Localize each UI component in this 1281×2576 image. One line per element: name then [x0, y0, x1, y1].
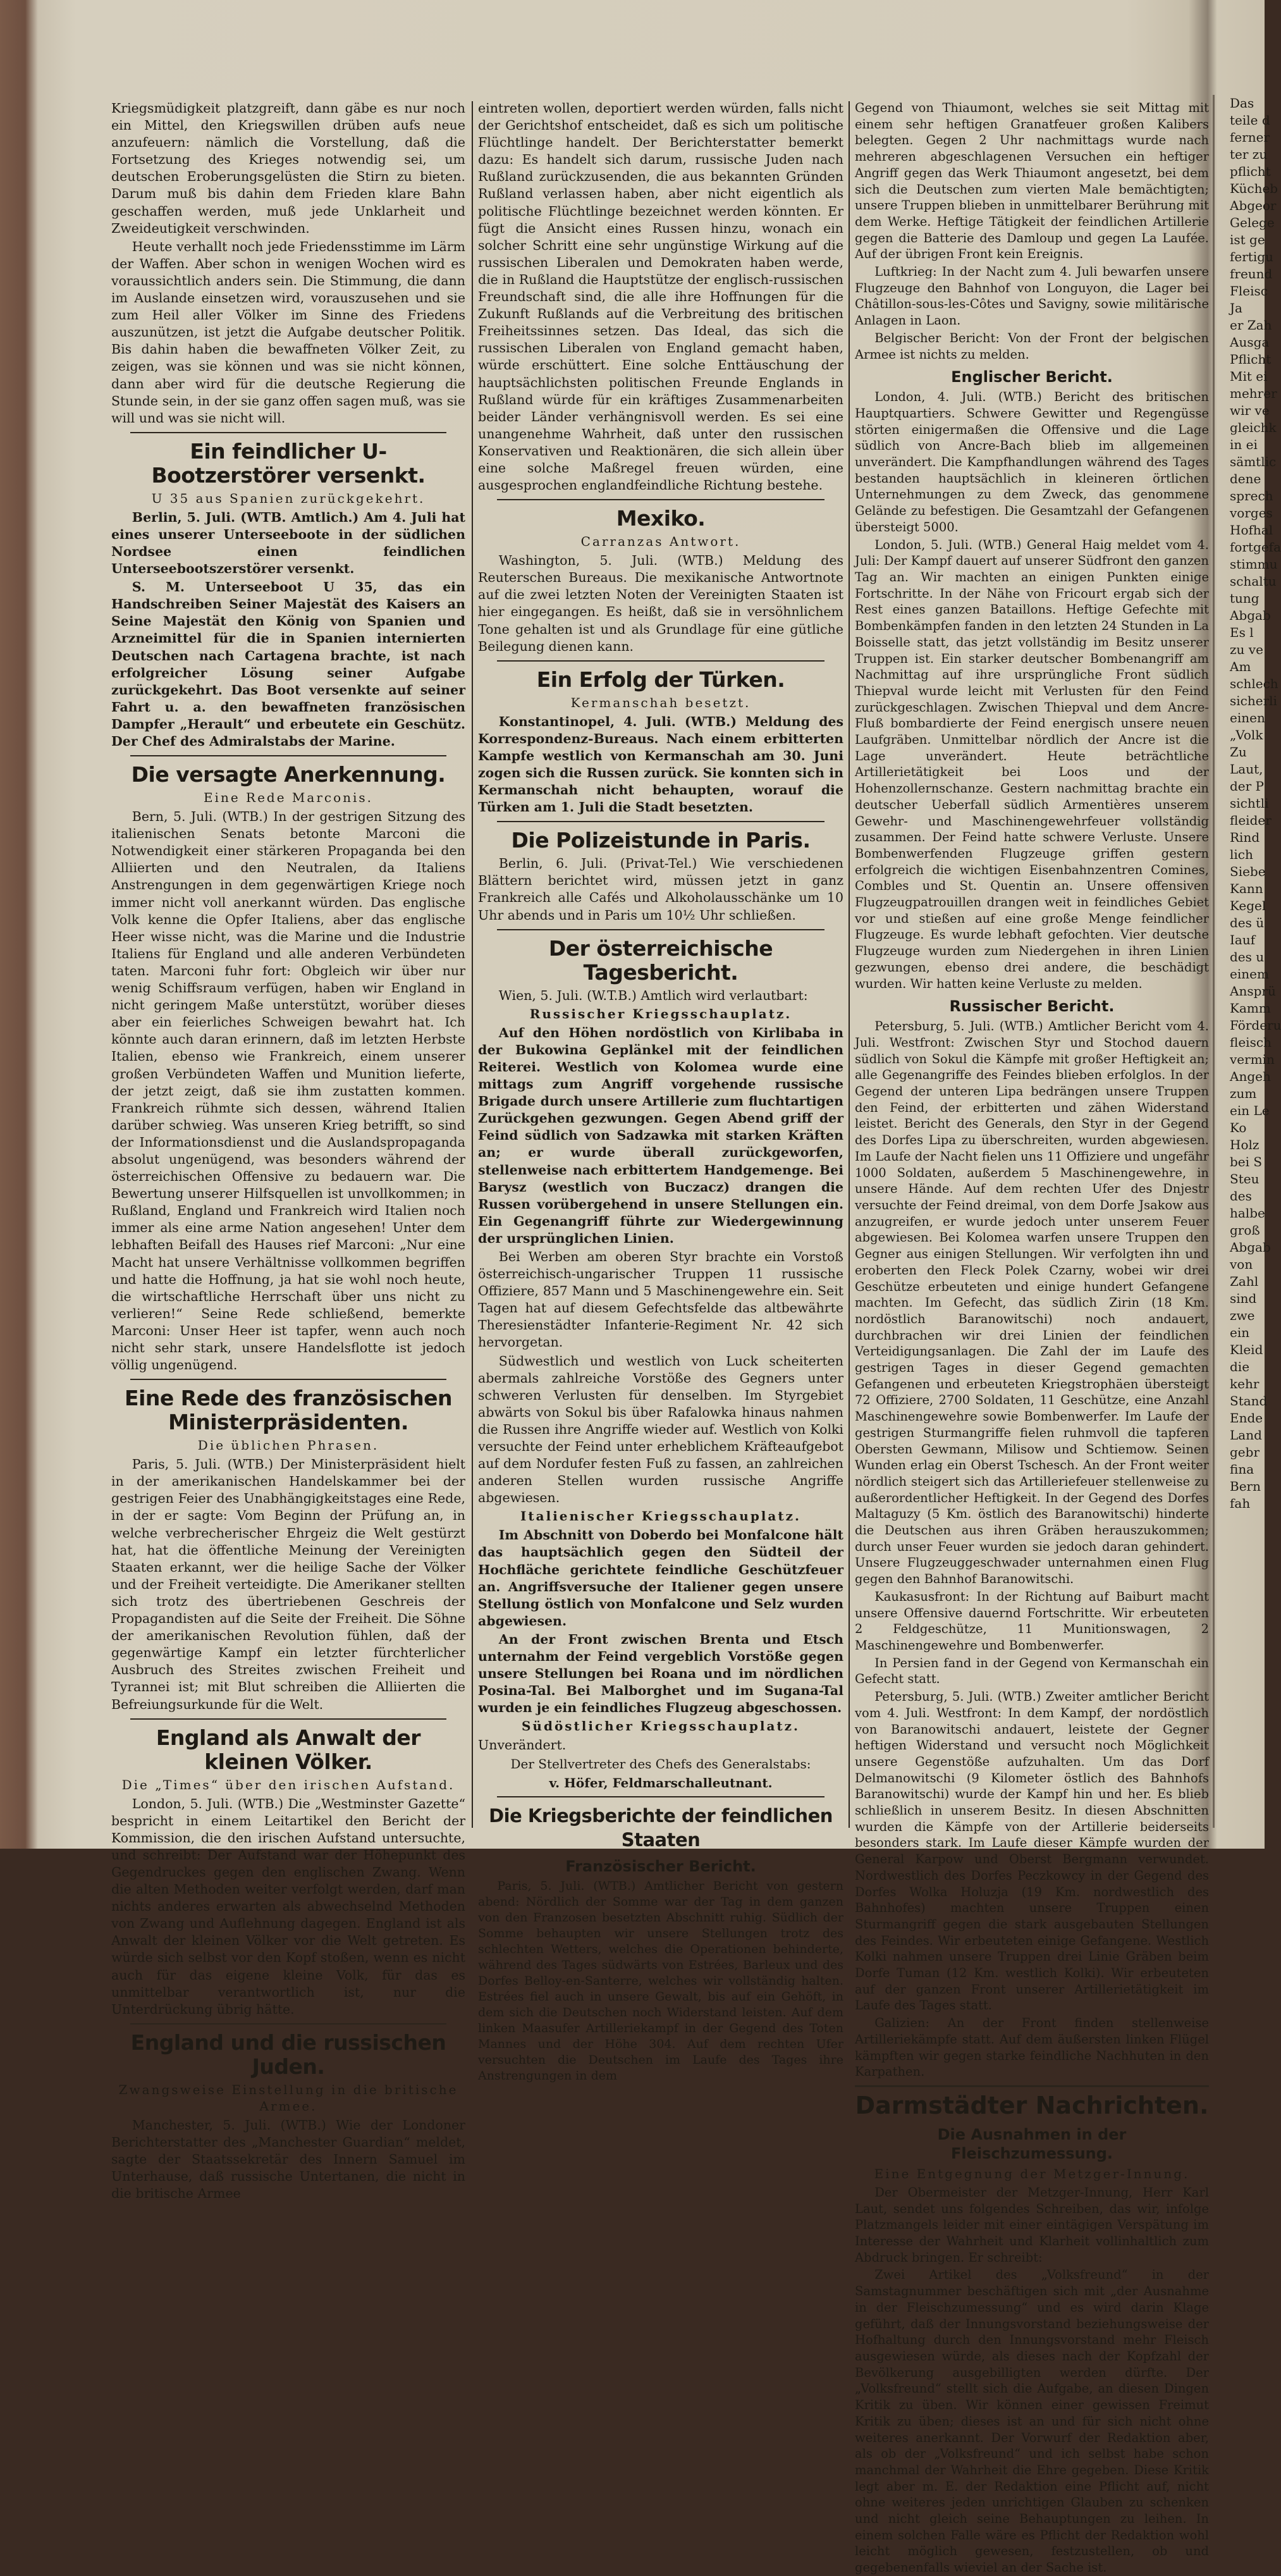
- fragment-line: Hofhal: [1230, 522, 1273, 538]
- fragment-line: Abgeor: [1230, 198, 1277, 213]
- column-rule: [849, 101, 850, 1828]
- fragment-line: Abgab: [1230, 1240, 1271, 1255]
- divider: [497, 1796, 824, 1797]
- fragment-line: des: [1230, 1188, 1252, 1204]
- fragment-line: sprech: [1230, 488, 1273, 503]
- fragment-line: mehrer: [1230, 386, 1277, 401]
- paragraph: eintreten wollen, deportiert werden würden, falls nicht der Gerichtshof entscheidet, daß es sich um politische Flüchtlinge handelt. Der Berichterstatter bemerkt dazu: Es handelt sich darum, russische Juden nach Rußland zurückzusenden, die aus bekannten Gründen Rußland verlassen haben, aber nicht eigentlich als politische Flüchtlinge bezeichnet werden könnten. Er fügt die Ansicht eines Russen hinzu, wonach ein solcher Schritt eine sehr ungünstige Wirkung auf die russischen Liberalen und Demokraten haben werde, die in Rußland die Hauptstütze der englisch-russischen Freundschaft sind, die alle ihre Hoffnungen für die Zukunft Rußlands auf die Verbreitung des britischen Freiheitssinnes setzen. Das Ideal, das sich die russischen Liberalen von England gemacht haben, würde erschüttert. Eine solche Enttäuschung der hauptsächlichsten politischen Freunde Englands in Rußland würde für ein kräftiges Zusammenarbeiten beider Länder verhängnisvoll werden. Es sei eine unangenehme Wahrheit, daß unter den russischen Konservativen und Reaktionären, die sich allein über eine solche Maßregel freuen würden, eine ausgesprochen englandfeindliche Richtung bestehe.: [478, 101, 843, 493]
- fragment-line: Kücheb: [1230, 181, 1278, 196]
- fragment-line: zu ve: [1230, 642, 1263, 657]
- divider: [497, 821, 824, 822]
- fragment-line: fleisch: [1230, 1035, 1272, 1050]
- paragraph: Südwestlich und westlich von Luck scheiterten abermals zahlreiche Vorstöße des Gegners unter schweren Verlusten für denselben. Im Styrgebiet abwärts von Sokul bis über Rafalowka hinaus nahmen die Russen ihre Angriffe wieder auf. Westlich von Kolki versuchte der Feind unter erheblichem Kräfteaufgebot auf dem Nordufer festen Fuß zu fassen, an zahlreichen anderen Stellen wurden russische Angriffe abgewiesen.: [478, 1353, 843, 1506]
- article-headline: Die Kriegsberichte der feindlichen Staaten: [489, 1804, 833, 1851]
- paragraph: Berlin, 5. Juli. (WTB. Amtlich.) Am 4. Juli hat eines unserer Unterseeboote in der südlichen Nordsee einen feindlichen Unterseebootszerstörer versenkt.: [111, 509, 465, 577]
- paragraph: Manchester, 5. Juli. (WTB.) Wie der Londoner Berichterstatter des „Manchester Guardian“ meldet, sagte der Staatssekretär des Innern Samuel im Unterhause, daß russische Untertanen, die nicht in die britische Armee: [111, 2117, 465, 2202]
- fragment-line: dene: [1230, 471, 1261, 486]
- divider: [130, 432, 446, 433]
- fragment-line: Pflicht: [1230, 352, 1272, 367]
- article-subheadline: U 35 aus Spanien zurückgekehrt.: [151, 490, 426, 506]
- fragment-line: ist ge: [1230, 232, 1265, 247]
- fragment-line: zum: [1230, 1086, 1257, 1101]
- fragment-line: fah: [1230, 1496, 1251, 1511]
- article-headline: Ein feindlicher U-Bootzerstörer versenkt.: [151, 438, 426, 488]
- fragment-line: Zahl: [1230, 1274, 1259, 1289]
- fragment-line: vorges: [1230, 505, 1273, 521]
- fragment-line: Zu: [1230, 744, 1247, 760]
- paragraph: Heute verhallt noch jede Friedensstimme im Lärm der Waffen. Aber schon in wenigen Wochen wird es voraussichtlich anders sein. Die Stimmung, die dann im Auslande einsetzen wird, vorauszusehen und sie zum Heil aller Völker im Sinne des Friedens auszunützen, ist jetzt die Aufgabe deutscher Politik. Bis dahin haben die bewaffneten Völker Zeit, zu zeigen, was sie können und was sie nicht können, dann aber wird für die deutsche Regierung die Stunde sein, in der sie ganz offen sagen muß, was sie will und was sie nicht will.: [111, 238, 465, 426]
- paragraph: London, 5. Juli. (WTB.) General Haig meldet vom 4. Juli: Der Kampf dauert auf unserer Südfront den ganzen Tag an. Wir machten an einigen Punkten einige Fortschritte. In der Nähe von Fricourt ergab sich der Rest eines ganzen Bataillons. Heftige Gefechte mit Bombenkämpfen fanden in den letzten 24 Stunden in La Boisselle statt, das jetzt vollständig im Besitz unserer Truppen ist. Ein starker deutscher Bombenangriff am Nachmittag auf ihre ursprüngliche Front südlich Thiepval wurde leicht mit Verlusten für den Feind zurückgeschlagen. Zwischen Thiepval und dem Ancre-Fluß bombardierte der Feind energisch unsere neuen Laufgräben. Unmittelbar nördlich der Ancre ist die Lage unverändert. Heute beträchtliche Artillerietätigkeit bei Loos und der Hohenzollernschanze. Gestern nachmittag brachte ein deutscher Ueberfall südlich Armentières unserem Gewehr- und Maschinengewehrfeuer vollständig zusammen. Der Feind hatte schwere Verluste. Unsere Bombenwerfenden Flugzeuge griffen gestern erfolgreich die wichtigen Eisenbahnzentren Comines, Combles und St. Quentin an. Unsere offensiven Flugzeugpatrouillen drangen weit in feindliches Gebiet vor und stießen auf eine große Menge feindlicher Flugzeuge. Es wurde lebhaft gefochten. Vier deutsche Flugzeuge wurden zum Niedergehen in ihren Linien gezwungen, ebenso drei andere, die beschädigt wurden. Wir hatten keine Verluste zu melden.: [855, 537, 1209, 991]
- paragraph: Paris, 5. Juli. (WTB.) Amtlicher Bericht von gestern abend: Nördlich der Somme war der Tag in dem ganzen von den Franzosen besetzten Abschnitt ruhig. Südlich der Somme behaupten wir unsere Stellungen trotz des schlechten Wetters, welches die Operationen behinderte, während des Tages südwärts von Estrées, Barleux und des Dorfes Belloy-en-Santerre, welches wir vollständig halten. Estrées fiel auch in unsere Gewalt, bis auf ein Gehöft, in dem sich die Deutschen noch Widerstand leisten. Auf dem linken Maasufer Artilleriekampf in der Gegend des Toten Mannes und der Höhe 304. Auf dem rechten Ufer versuchten die Deutschen im Laufe des Tages ihre Anstrengungen in dem: [478, 1878, 843, 2083]
- paragraph: An der Front zwischen Brenta und Etsch unternahm der Feind vergeblich Vorstöße gegen unsere Stellungen bei Roana und im nördlichen Posina-Tal. Bei Malborghet und im Sugana-Tal wurden je ein feindliches Flugzeug abgeschossen.: [478, 1631, 843, 1716]
- article-subheadline: Die „Times“ über den irischen Aufstand.: [121, 1777, 455, 1792]
- fragment-line: wir ve: [1230, 403, 1270, 418]
- paragraph: Im Abschnitt von Doberdo bei Monfalcone hält das hauptsächlich gegen den Südteil der Hochfläche gerichtete feindliche Geschützfeuer an. Angriffsversuche der Italiener gegen unsere Stellung östlich von Monfalcone und Selz wurden abgewiesen.: [478, 1527, 843, 1629]
- paragraph: Belgischer Bericht: Von der Front der belgischen Armee ist nichts zu melden.: [855, 330, 1209, 362]
- article-subheadline: Kermanschah besetzt.: [570, 694, 751, 710]
- article-headline: Eine Rede des französischen Ministerpräsidenten.: [125, 1386, 452, 1435]
- article-headline: Der österreichische Tagesbericht.: [548, 935, 773, 985]
- fragment-line: fortgefa: [1230, 539, 1281, 555]
- fragment-line: Holz: [1230, 1137, 1260, 1152]
- signature: v. Höfer, Feldmarschalleutnant.: [549, 1775, 773, 1790]
- fragment-line: Kamm: [1230, 1001, 1271, 1016]
- fragment-line: fleider: [1230, 813, 1272, 828]
- fragment-line: Kleid: [1230, 1342, 1263, 1357]
- paragraph: Kaukasusfront: In der Richtung auf Baiburt macht unsere Offensive dauernd Fortschritte. Wir erbeuteten 2 Feldgeschütze, 11 Munitionswagen, 2 Maschinengewehre und Bombenwerfer.: [855, 1589, 1209, 1653]
- fragment-line: vermin: [1230, 1052, 1275, 1067]
- article-subheadline: Die üblichen Phrasen.: [197, 1438, 379, 1453]
- fragment-line: Ansprü: [1230, 983, 1276, 999]
- fragment-line: einem: [1230, 966, 1269, 982]
- fragment-line: Mit ei: [1230, 369, 1268, 384]
- article-headline: Mexiko.: [616, 506, 706, 531]
- divider: [130, 755, 446, 756]
- fragment-line: Abgab: [1230, 608, 1271, 623]
- paragraph: Wien, 5. Juli. (W.T.B.) Amtlich wird verlautbart:: [498, 987, 808, 1003]
- column-2: [478, 100, 843, 2083]
- fragment-line: Ja: [1230, 300, 1242, 316]
- column-1: [111, 100, 465, 2202]
- fragment-line: Am: [1230, 659, 1251, 674]
- fragment-line: der P: [1230, 779, 1265, 794]
- paragraph: Luftkrieg: In der Nacht zum 4. Juli bewarfen unsere Flugzeuge den Bahnhof von Longuyon, die Lager bei Châtillon-sous-les-Côtes und Savigny, sowie militärische Anlagen in Laon.: [855, 264, 1209, 328]
- paragraph: Bern, 5. Juli. (WTB.) In der gestrigen Sitzung des italienischen Senats betonte Marconi die Notwendigkeit einer stärkeren Propaganda bei den Alliierten und den Neutralen, da Italiens Anstrengungen in dem gegenwärtigen Kriege noch immer nicht voll anerkannt würden. Das englische Volk kenne die Opfer Italiens, aber das englische Heer wisse nicht, was die Marine und die Industrie Italiens für England und alle anderen Verbündeten taten. Marconi fuhr fort: Obgleich wir über nur wenig Schiffsraum verfügen, haben wir England in nicht geringem Maße unterstützt, worüber dieses aber ein feierliches Schweigen bewahrt hat. Ich könnte auch daran erinnern, daß im letzten Herbste Italien, ebenso wie Frankreich, einem unserer großen Verbündeten Waffen und Munition lieferte, der jetzt zeigt, daß sie ihm zustatten kommen. Frankreich rühmte sich dessen, während Italien darüber schwieg. Was unseren Krieg betrifft, so sind der Informationsdienst und die Auslandspropaganda absolut ungenügend, was besonders während der österreichischen Offensive zu bedauern war. Die Bewertung unserer Hilfsquellen ist unvollkommen; in Rußland, England und Frankreich wird Italien noch immer als eine arme Nation angesehen! Unter dem lebhaften Beifall des Hauses rief Marconi: „Nur eine Macht hat unsere Verhältnisse vollkommen begriffen und hatte die Hoffnung, ja hat sie wohl noch heute, die wirtschaftliche Herrschaft über uns nicht zu verlieren!“ Seine Rede schließend, bemerkte Marconi: Unser Heer ist tapfer, wenn auch noch nicht sehr stark, unsere Handelsflotte ist jedoch völlig ungenügend.: [111, 809, 465, 1373]
- fragment-line: schaltu: [1230, 574, 1277, 589]
- article-subheadline: Eine Rede Marconis.: [203, 790, 374, 806]
- fragment-line: Angeh: [1230, 1069, 1271, 1084]
- divider: [130, 2023, 446, 2024]
- paragraph: Kriegsmüdigkeit platzgreift, dann gäbe es nur noch ein Mittel, den Kriegswillen drüben aufs neue anzufeuern: nämlich die Vorstellung, daß die Fortsetzung des Krieges notwendig sei, um deutschen Eroberungsgelüsten die Stirn zu bieten. Darum muß bis dahin dem Frieden klare Bahn geschaffen werden, muß jede Unklarheit und Zweideutigkeit verschwinden.: [111, 101, 465, 236]
- fragment-line: freund: [1230, 266, 1273, 281]
- fragment-line: groß: [1230, 1223, 1260, 1238]
- cut-off-column: [1230, 95, 1281, 1739]
- paragraph: Gegend von Thiaumont, welches sie seit Mittag mit einem sehr heftigen Granatfeuer großen Kalibers belegten. Gegen 2 Uhr nachmittags wurde nach mehreren abgeschlagenen Versuchen ein heftiger Angriff gegen das Werk Thiaumont angesetzt, bei dem sich die Deutschen zum vierten Male bemächtigten; unsere Truppen blieben in unmittelbarer Berührung mit dem Werke. Heftige Tätigkeit der feindlichen Artillerie gegen die Batterie des Damloup und gegen La Laufée. Auf der übrigen Front kein Ereignis.: [855, 101, 1209, 262]
- fragment-line: pflicht: [1230, 164, 1271, 179]
- article-headline: Ein Erfolg der Türken.: [536, 667, 785, 692]
- fragment-line: Fleisc: [1230, 283, 1268, 299]
- paragraph: Berlin, 6. Juli. (Privat-Tel.) Wie verschiedenen Blättern berichtet wird, müssen jetzt in ganz Frankreich alle Cafés und Alkoholausschänke um 10 Uhr abends und in Paris um 10½ Uhr schließen.: [478, 856, 843, 923]
- divider: [130, 1718, 446, 1720]
- paragraph: Petersburg, 5. Juli. (WTB.) Zweiter amtlicher Bericht vom 4. Juli. Westfront: In dem Kampf, der nordöstlich von Baranowitschi andauert, leistete der Gegner heftigen Widerstand und versucht noch Möglichkeit unsere Gegenstöße aufzuhalten. Um das Dorf Delmanowitschi (9 Kilometer östlich des Bahnhofs Baranowitschi) wurde der Kampf hin und her. Es blieb schließlich in unserem Besitz. In diesen Abschnitten wurden die Kämpfe von der Artillerie beiderseits besonders stark. Im Laufe dieser Kämpfe wurden der General Karpow und Oberst Bergmann verwundet. Nordwestlich des Dorfes Peczkowcy in der Gegend des Dorfes Wolka Holuzja (19 Km. nordwestlich des Bahnhofes) machten unsere Truppen einen Sturmangriff gegen die stark ausgebauten Stellungen des Feindes. Wir erbeuteten einige Gefangene. Westlich Kolki nahmen unsere Truppen drei Linie Gräben beim Dorfe Tuman (12 Km. westlich Kolki). Wir erbeuteten auf der ganzen Front unserer Artillerietätigkeit im Laufe des Tages statt.: [855, 1689, 1209, 2013]
- fragment-line: ter zu: [1230, 147, 1268, 162]
- paragraph: London, 5. Juli. (WTB.) Die „Westminster Gazette“ bespricht in einem Leitartikel den Bericht der Kommission, die den irischen Aufstand untersuchte, und schreibt: Der Aufstand war der Höhepunkt des Gegendruckes gegen den englischen Zwang. Wenn die alten Methoden weiter verfolgt werden, darf man nichts anderes erwarten als abwechselnd Methoden von Zwang und Auflehnung dagegen. England ist als Anwalt der kleinen Völker vor die Welt getreten. Es würde sich selbst vor den Kopf stoßen, wenn es nicht auch für das eigene kleine Volk, für das es unmittelbar verantwortlich ist, nur die Unterdrückung übrig hätte.: [111, 1796, 465, 2017]
- article-subheadline: Carranzas Antwort.: [580, 534, 741, 550]
- fragment-line: Steu: [1230, 1171, 1260, 1186]
- fragment-line: sichtli: [1230, 796, 1269, 811]
- paragraph: S. M. Unterseeboot U 35, das ein Handschreiben Seiner Majestät des Kaisers an Seine Majestät den König von Spanien und Arzneimittel für die in Spanien internierten Deutschen nach Cartagena brachte, ist nach erfolgreicher Lösung seiner Aufgabe zurückgekehrt. Das Boot versenkte auf seiner Fahrt u. a. den bewaffneten französischen Dampfer „Herault“ und erbeutete ein Geschütz. Der Chef des Admiralstabs der Marine.: [111, 579, 465, 749]
- paragraph: Galizien: An der Front finden stellenweise Artilleriekämpfe statt. Auf dem äußersten linken Flügel kämpften wir gegen starke feindliche Nachhuten in den Karpathen.: [855, 2016, 1209, 2080]
- fragment-line: ferner: [1230, 130, 1270, 145]
- fragment-line: Kegel: [1230, 898, 1266, 913]
- fragment-line: Es l: [1230, 625, 1254, 640]
- fragment-line: tung: [1230, 591, 1260, 606]
- fragment-line: Bern: [1230, 1479, 1261, 1494]
- paragraph: Der Obermeister der Metzger-Innung, Herr Karl Laut, sendet uns folgendes Schreiben, das wir, infolge Platzmangels leider mit einer eintägigen Verspätung im Interesse der Wahrheit und Klarheit vollinhaltlich zum Abdruck bringen. Er schreibt:: [855, 2185, 1209, 2265]
- paragraph: In Persien fand in der Gegend von Kermanschah ein Gefecht statt.: [855, 1655, 1209, 1687]
- fragment-line: Stand: [1230, 1393, 1268, 1408]
- fragment-line: er Zah: [1230, 317, 1272, 333]
- fragment-line: ein Le: [1230, 1103, 1270, 1118]
- fragment-line: die: [1230, 1359, 1250, 1374]
- fragment-line: Ende: [1230, 1410, 1263, 1426]
- fragment-line: teile d: [1230, 113, 1270, 128]
- fragment-line: Land: [1230, 1427, 1262, 1443]
- fragment-line: sind: [1230, 1291, 1257, 1306]
- fragment-line: in ei: [1230, 437, 1258, 452]
- column-rule: [472, 101, 473, 1828]
- section-heading: Russischer Kriegsschauplatz.: [529, 1006, 792, 1021]
- fragment-line: gebr: [1230, 1445, 1260, 1460]
- fragment-line: einen: [1230, 710, 1265, 725]
- fragment-line: stimmu: [1230, 557, 1278, 572]
- fragment-line: Laut,: [1230, 761, 1263, 777]
- paragraph: Paris, 5. Juli. (WTB.) Der Ministerpräsident hielt in der amerikanischen Handelskammer bei der gestrigen Feier des Unabhängigkeitstages eine Rede, in der er sagte: Vom Beginn der Prüfung an, in welche verbrecherischer Ehrgeiz die Welt gestürzt hat, hat die öffentliche Meinung der Vereinigten Staaten erkannt, wer die heilige Sache der Völker und der Freiheit verteidigte. Die Amerikaner stellten sich trotz des übertriebenen Geschreis der Propagandisten auf die Seite der Freiheit. Die Söhne der amerikanischen Revolution fühlen, daß der gegenwärtige Kampf ein letzter fürchterlicher Ausbruch des Streites zwischen Freiheit und Tyrannei ist; mit Blut schreiben die Alliierten die Befreiungsurkunde für die Welt.: [111, 1457, 465, 1712]
- article-subheadline: Französischer Bericht.: [565, 1857, 756, 1875]
- fragment-line: „Volk: [1230, 727, 1263, 743]
- section-heading: Italienischer Kriegsschauplatz.: [520, 1508, 801, 1524]
- paragraph: Washington, 5. Juli. (WTB.) Meldung des Reuterschen Bureaus. Die mexikanische Antwortnote auf die zwei letzten Noten der Vereinigten Staaten ist hier eingegangen. Es heißt, daß sie in versöhnlichem Tone gehalten ist und als Grundlage für eine gütliche Beilegung dienen kann.: [478, 553, 843, 654]
- article-headline: Die Polizeistunde in Paris.: [511, 828, 811, 853]
- paragraph: Petersburg, 5. Juli. (WTB.) Amtlicher Bericht vom 4. Juli. Westfront: Zwischen Styr und Stochod dauern südlich von Sokul die Kämpfe mit großer Heftigkeit an; alle Gegenangriffe des Feindes blieben erfolglos. In der Gegend der unteren Lipa bedrängen unsere Truppen den Feind, der erbitterten und zähen Widerstand leistet. Bericht des Generals, den Styr in der Gegend des Dorfes Lipa zu überschreiten, wurden abgewiesen. Im Laufe der Nacht fielen uns 11 Offiziere und ungefähr 1000 Soldaten, außerdem 5 Maschinengewehre, in unsere Hände. Auf dem rechten Ufer des Dnjestr versuchte der Feind dreimal, von dem Dorfe Jsakow aus anzugreifen, er wurde jedoch unter unserem Feuer abgewiesen. Bei Kolomea warfen unsere Truppen den Gegner aus einigen Stellungen. Wir verfolgten ihn und eroberten den Fleck Polek Czarny, wobei wir drei Geschütze erbeuteten und einige hundert Gefangene machten. Im Gefecht, das südlich Zirin (18 Km. nordöstlich Baranowitschi) noch andauert, durchbrachen wir drei Linien der feindlichen Verteidigungsanlagen. Die Zahl der im Laufe des gestrigen Tages in dieser Gegend gemachten Gefangenen und erbeuteten Kriegstrophäen übersteigt 72 Offiziere, 2700 Soldaten, 11 Geschütze, eine Anzahl Maschinengewehre sowie Bombenwerfer. Im Laufe der gestrigen Sturmangriffe fielen ruhmvoll die tapferen Obersten Gewmann, Milisow und Schtiemow. Seinen Wunden erlag ein Oberst Tschesch. An der Front weiter nördlich steigert sich das Artilleriefeuer stellenweise zu außerordentlicher Heftigkeit. In der Gegend des Dorfes Maltaguzy (5 Km. östlich des Baranowitschi) hinderte die Deutschen aus ihren Gräben herauszukommen; durch unser Feuer wurden sie jedoch daran gehindert. Unsere Flugzeuggeschwader unternahmen einen Flug gegen den Bahnhof Baranowitschi.: [855, 1019, 1209, 1587]
- fragment-line: ein: [1230, 1325, 1250, 1340]
- column-rule: [1213, 95, 1215, 1828]
- fragment-line: Das: [1230, 96, 1254, 111]
- article-headline: England und die russischen Juden.: [130, 2030, 446, 2079]
- divider: [497, 929, 824, 930]
- divider: [497, 660, 824, 662]
- fragment-line: lich: [1230, 847, 1253, 862]
- article-headline: Die versagte Anerkennung.: [131, 762, 446, 787]
- article-subheadline: Englischer Bericht.: [951, 368, 1113, 386]
- article-headline: England als Anwalt der kleinen Völker.: [156, 1725, 421, 1774]
- fragment-line: schlech: [1230, 676, 1278, 691]
- fragment-line: sicherli: [1230, 693, 1277, 708]
- fragment-line: fina: [1230, 1462, 1254, 1477]
- fragment-line: halbe: [1230, 1205, 1265, 1221]
- column-3: [855, 100, 1209, 2575]
- divider: [130, 1379, 446, 1380]
- article-subheadline: Russischer Bericht.: [949, 997, 1115, 1016]
- fragment-line: Rind: [1230, 830, 1260, 845]
- fragment-line: Ko: [1230, 1120, 1247, 1135]
- paragraph: London, 4. Juli. (WTB.) Bericht des britischen Hauptquartiers. Schwere Gewitter und Regengüsse störten einigermaßen die Offensive und die Lage südlich von Ancre-Bach blieb im allgemeinen unverändert. Die Kampfhandlungen während des Tages bestanden hauptsächlich in kleineren örtlichen Unternehmungen zu dem Zweck, das genommene Gelände zu befestigen. Die Gesamtzahl der Gefangenen übersteigt 5000.: [855, 390, 1209, 534]
- divider: [497, 499, 824, 500]
- paragraph: Bei Werben am oberen Styr brachte ein Vorstoß österreichisch-ungarischer Truppen 11 russische Offiziere, 857 Mann und 5 Maschinengewehre ein. Seit Tagen hat auf diesem Gefechtsfelde das altbewährte Theresienstädter Infanterie-Regiment Nr. 42 sich hervorgetan.: [478, 1248, 843, 1350]
- article-subheadline: Zwangsweise Einstellung in die britische Armee.: [118, 2081, 458, 2114]
- fragment-line: Siebe: [1230, 864, 1266, 879]
- fragment-line: Förderu: [1230, 1018, 1281, 1033]
- article-headline: Die Ausnahmen in der Fleischzumessung.: [937, 2125, 1127, 2162]
- fragment-line: Ausga: [1230, 335, 1270, 350]
- paragraph: Auf den Höhen nordöstlich von Kirlibaba in der Bukowina Geplänkel mit der feindlichen Reiterei. Westlich von Kolomea wurde eine mittags zum Angriff vorgehende russische Brigade durch unsere Artillerie zum fluchtartigen Zurückgehen gezwungen. Gegen Abend griff der Feind südlich von Sadzawka mit starken Kräften an; er wurde überall zurückgeworfen, stellenweise nach erbittertem Handgemenge. Bei Barysz (westlich von Buczacz) drangen die Russen vorübergehend in unsere Stellungen ein. Ein Gegenangriff führte zur Wiedergewinnung der ursprünglichen Linien.: [478, 1025, 843, 1246]
- section-masthead: Darmstädter Nachrichten.: [855, 2085, 1209, 2120]
- fragment-line: bei S: [1230, 1154, 1263, 1169]
- section-heading: Südöstlicher Kriegsschauplatz.: [521, 1718, 800, 1734]
- article-subheadline: Eine Entgegnung der Metzger-Innung.: [874, 2166, 1190, 2181]
- paragraph: Unverändert.: [478, 1737, 567, 1753]
- fragment-line: des ü: [1230, 915, 1265, 930]
- fragment-line: Kann: [1230, 881, 1263, 896]
- paragraph: Konstantinopel, 4. Juli. (WTB.) Meldung des Korrespondenz-Bureaus. Nach einem erbitterten Kampfe westlich von Kermanschah am 30. Juni zogen sich die Russen zurück. Sie konnten sich in Kermanschah nicht behaupten, worauf die Türken am 1. Juli die Stadt besetzten.: [478, 713, 843, 815]
- fragment-line: zwe: [1230, 1308, 1255, 1323]
- fragment-line: kehr: [1230, 1376, 1260, 1391]
- fragment-line: sämtlic: [1230, 454, 1277, 469]
- fragment-line: Gelege: [1230, 215, 1275, 230]
- fragment-line: von: [1230, 1257, 1253, 1272]
- fragment-line: gleichk: [1230, 420, 1277, 435]
- fragment-line: des u: [1230, 949, 1265, 964]
- fragment-line: Iauf: [1230, 932, 1256, 947]
- fragment-line: fertigu: [1230, 249, 1273, 264]
- paragraph: Zwei Artikel des „Volksfreund“ in der Samstagnummer beschäftigen sich mit „der Ausnahme in der Fleischzumessung“ und es wird darin Klage geführt, daß der Innungsvorstand beziehungsweise der Hofhaltung durch den Innungsvorstand mehr Fleisch ausgewiesen würde, als dieses nach der Kopfzahl der Bevölkerung ausgebilligten werden dürfte. Der „Volksfreund“ stellt sich die Aufgabe, an diesen Dingen Kritik zu üben. Wir können einer gewissen Freimut Kritik zu üben; dieses ist an und für sich nicht ohne weiteres anerkannt. Der Vorwurf der Redaktion aber, als ob der „Volksfreund“ und ich selbst habe schon manchmal der Wahrheit die Ehre gegeben. Diese Kritik legt aber m. E. der Redaktion eine Pflicht auf, nicht ohne weiteres jeden unrichtigen Glauben zu schenken und nicht gleich seine Behauptungen zu leihen. In einem solchen Falle wäre es Pflicht der Redaktion wohl leicht möglich gewesen, festzustellen, ob und gegebenenfalls wieviel an der Sache ist.: [855, 2267, 1209, 2575]
- signature: Der Stellvertreter des Chefs des Generalstabs:: [510, 1756, 811, 1772]
